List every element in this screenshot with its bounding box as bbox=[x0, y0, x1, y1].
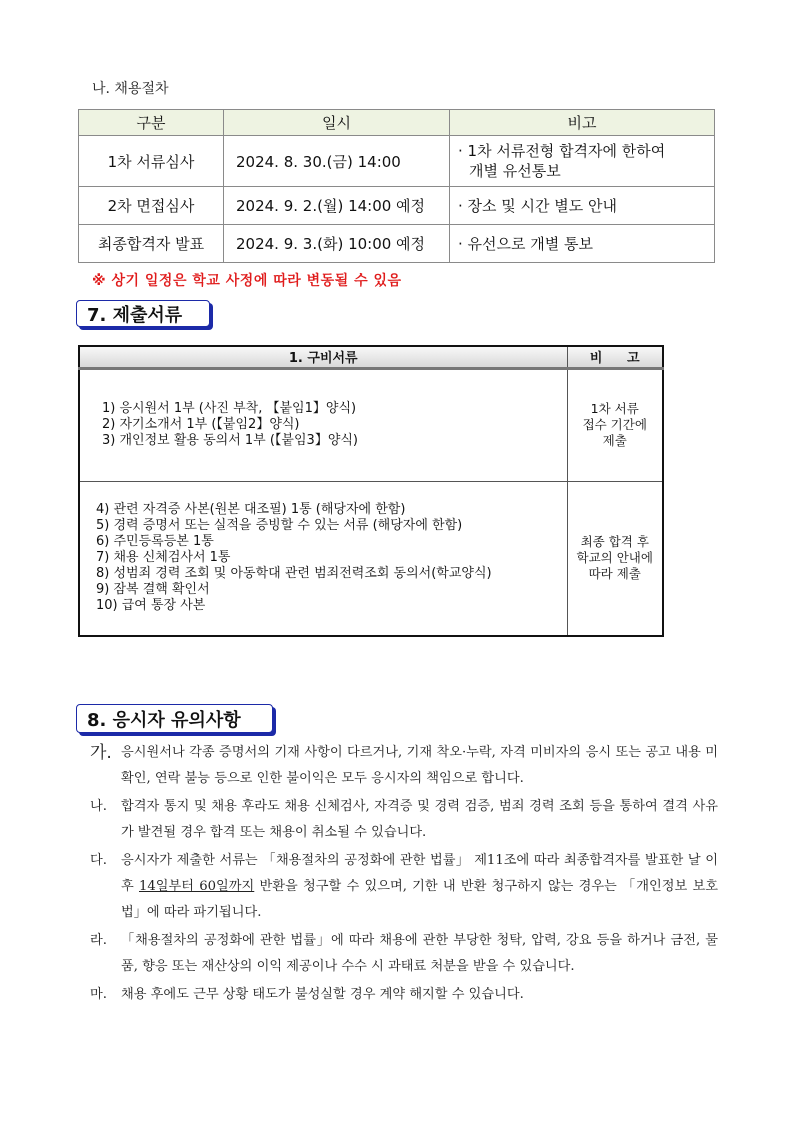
notice-marker: 마. bbox=[90, 987, 107, 1002]
notice-text: 합격자 통지 및 채용 후라도 채용 신체검사, 자격증 및 경력 검증, 범죄 경력 조회 등을 통하여 결격 사유가 발견될 경우 합격 또는 채용이 취소될 수 있습니다. bbox=[121, 799, 718, 840]
document-item: 2) 자기소개서 1부 (【붙임2】양식) bbox=[102, 417, 300, 432]
note-cell: · 유선으로 개별 통보 bbox=[450, 225, 715, 263]
schedule-warning: ※ 상기 일정은 학교 사정에 따라 변동될 수 있음 bbox=[92, 273, 402, 289]
document-item: 3) 개인정보 활용 동의서 1부 (【붙임3】양식) bbox=[102, 433, 359, 448]
note-line: 학교의 안내에 bbox=[576, 550, 653, 566]
column-header-documents: 1. 구비서류 bbox=[79, 346, 567, 368]
notice-text-after: 반환을 청구할 수 있으며, 기한 내 반환 청구하지 않는 경우는 「개인정보 보호법」에 따라 파기됩니다. bbox=[121, 879, 718, 920]
notice-item bbox=[90, 794, 718, 846]
stage-cell: 최종합격자 발표 bbox=[79, 225, 224, 263]
stage-cell: 1차 서류심사 bbox=[79, 136, 224, 187]
document-item: 7) 채용 신체검사서 1통 bbox=[96, 550, 231, 566]
notice-marker: 나. bbox=[90, 799, 107, 814]
note-line: 따라 제출 bbox=[588, 566, 641, 582]
documents-group-row bbox=[79, 481, 663, 636]
document-item: 8) 성범죄 경력 조회 및 아동학대 관련 범죄전력조회 동의서(학교양식) bbox=[96, 566, 492, 582]
note-line: 최종 합격 후 bbox=[580, 534, 649, 550]
notice-marker: 가. bbox=[90, 743, 112, 763]
documents-note bbox=[567, 481, 663, 636]
schedule-header-row bbox=[79, 110, 715, 136]
notice-item bbox=[90, 848, 718, 926]
notice-item bbox=[90, 740, 718, 792]
note-line: 제출 bbox=[602, 433, 627, 448]
note-line: · 1차 서류전형 합격자에 한하여 bbox=[458, 142, 666, 160]
documents-list bbox=[79, 481, 567, 636]
datetime-cell: 2024. 9. 2.(월) 14:00 예정 bbox=[224, 187, 450, 225]
section-title-text: 8. 응시자 유의사항 bbox=[87, 709, 241, 731]
datetime-cell: 2024. 8. 30.(금) 14:00 bbox=[224, 136, 450, 187]
documents-group-row bbox=[79, 368, 663, 481]
notice-text: 채용 후에도 근무 상황 태도가 불성실할 경우 계약 해지할 수 있습니다. bbox=[121, 987, 524, 1002]
document-item: 9) 잠복 결핵 확인서 bbox=[96, 582, 210, 598]
table-row bbox=[79, 136, 715, 187]
note-cell bbox=[450, 136, 715, 187]
note-cell: · 장소 및 시간 별도 안내 bbox=[450, 187, 715, 225]
notice-text bbox=[121, 853, 718, 920]
document-item: 1) 응시원서 1부 (사진 부착, 【붙임1】양식) bbox=[102, 401, 357, 416]
notice-marker: 다. bbox=[90, 853, 107, 868]
documents-header-row bbox=[79, 346, 663, 368]
notice-item bbox=[90, 982, 718, 1008]
notice-item bbox=[90, 928, 718, 980]
section-8-title bbox=[76, 704, 273, 733]
column-header-note: 비 고 bbox=[567, 346, 663, 368]
documents-note bbox=[567, 368, 663, 481]
datetime-cell: 2024. 9. 3.(화) 10:00 예정 bbox=[224, 225, 450, 263]
notice-list bbox=[90, 740, 718, 1010]
document-item: 4) 관련 자격증 사본(원본 대조필) 1통 (해당자에 한함) bbox=[96, 502, 406, 518]
note-line: 1차 서류 bbox=[590, 401, 639, 416]
column-header: 일시 bbox=[224, 110, 450, 136]
schedule-table bbox=[78, 109, 715, 263]
table-row bbox=[79, 225, 715, 263]
note-line: 개별 유선통보 bbox=[469, 162, 561, 180]
notice-text: 응시원서나 각종 증명서의 기재 사항이 다르거나, 기재 착오·누락, 자격 미비자의 응시 또는 공고 내용 미확인, 연락 불능 등으로 인한 불이익은 모두 응시자의 책임으로 합니다. bbox=[121, 745, 718, 786]
document-item: 6) 주민등록등본 1통 bbox=[96, 534, 214, 550]
notice-underlined-period: 14일부터 60일까지 bbox=[139, 879, 255, 894]
documents-table bbox=[78, 345, 664, 637]
note-line: 접수 기간에 bbox=[582, 417, 647, 432]
column-header: 비고 bbox=[450, 110, 715, 136]
document-item: 5) 경력 증명서 또는 실적을 증빙할 수 있는 서류 (해당자에 한함) bbox=[96, 518, 463, 534]
documents-list bbox=[79, 368, 567, 481]
table-row bbox=[79, 187, 715, 225]
procedure-heading: 나. 채용절차 bbox=[92, 81, 169, 97]
stage-cell: 2차 면접심사 bbox=[79, 187, 224, 225]
document-item: 10) 급여 통장 사본 bbox=[96, 598, 206, 614]
section-7-title bbox=[76, 300, 210, 327]
section-title-text: 7. 제출서류 bbox=[87, 304, 183, 326]
column-header: 구분 bbox=[79, 110, 224, 136]
notice-text: 「채용절차의 공정화에 관한 법률」에 따라 채용에 관한 부당한 청탁, 압력, 강요 등을 하거나 금전, 물품, 향응 또는 재산상의 이익 제공이나 수수 시 과태료 처분을 받을 수 있습니다. bbox=[121, 933, 718, 974]
notice-text-before: 응시자가 제출한 서류는 「채용절차의 공정화에 관한 법률」 제11조에 따라 최종합격자를 발표한 날 이후 bbox=[121, 853, 718, 894]
notice-marker: 라. bbox=[90, 933, 107, 948]
